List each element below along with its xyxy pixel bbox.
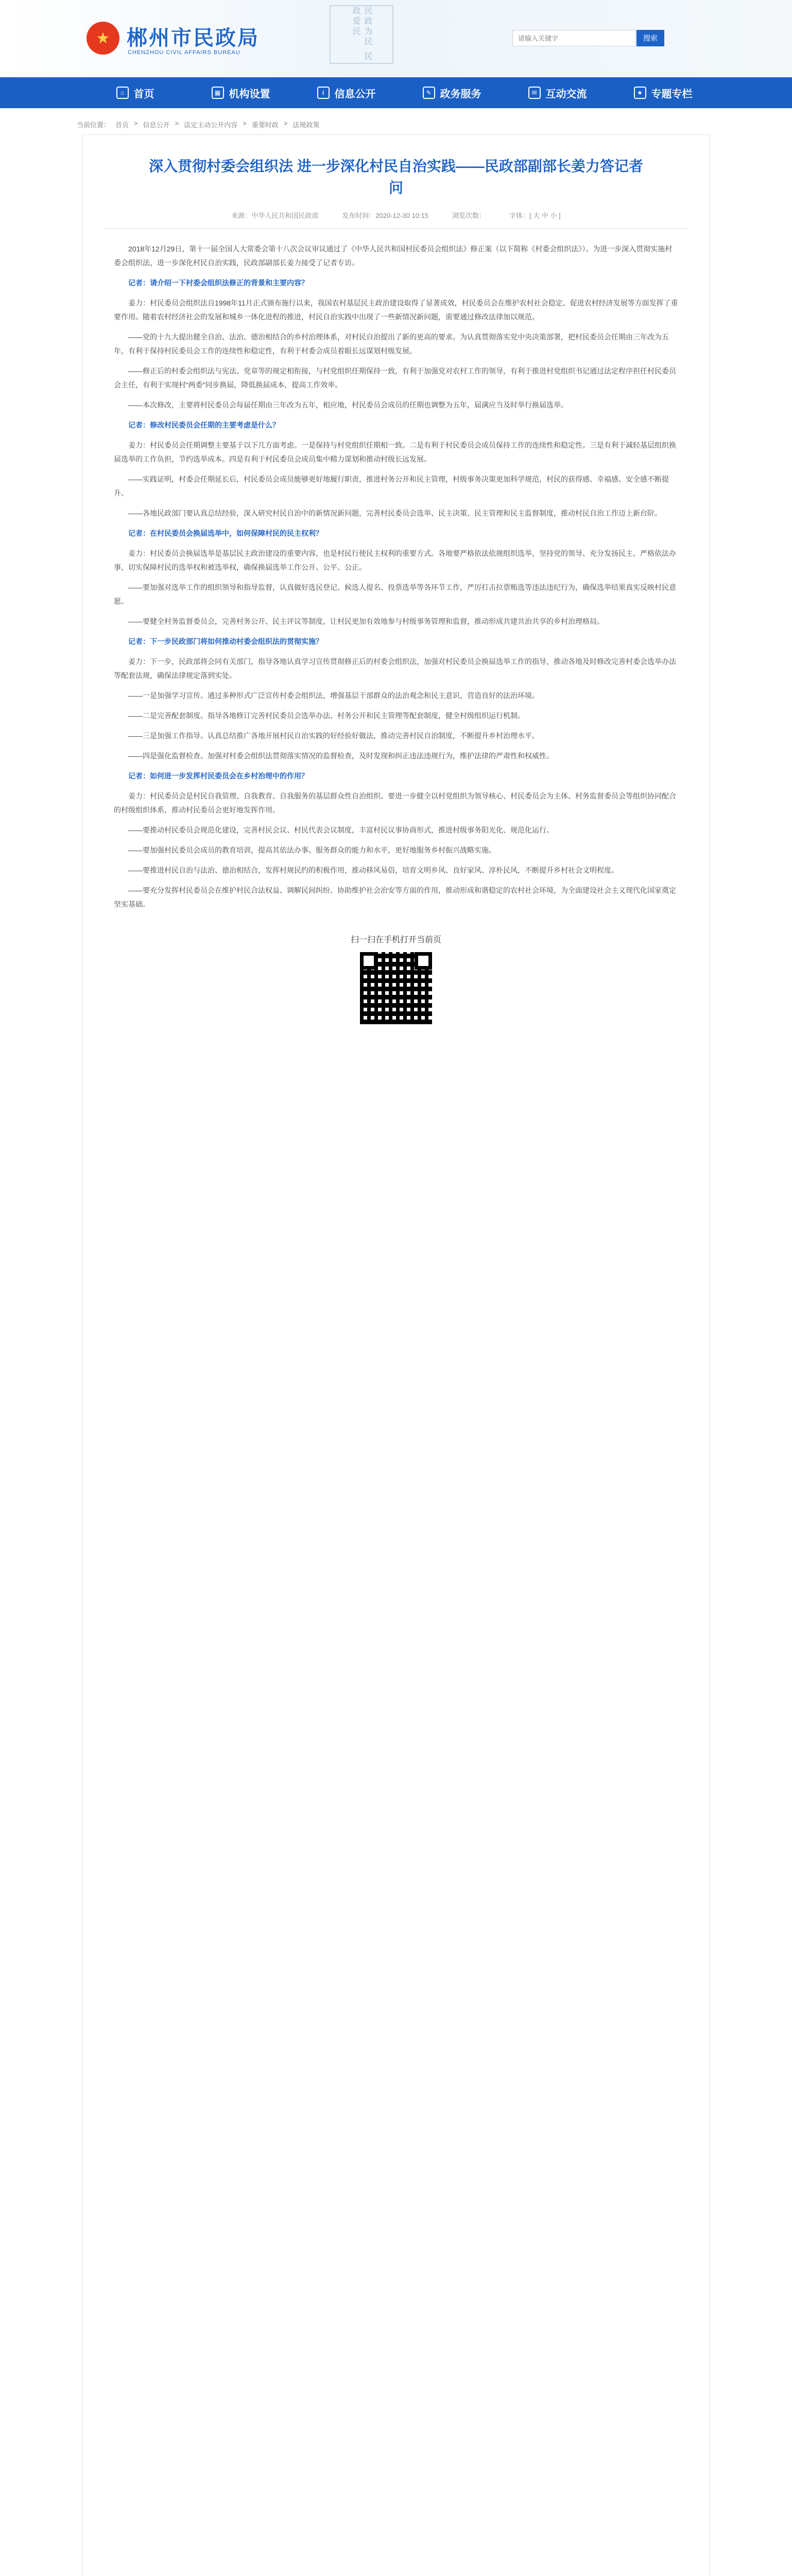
answer-paragraph: ——党的十九大提出健全自治、法治、德治相结合的乡村治理体系，对村民自治提出了新的更高的要求。为认真贯彻落实党中央决策部署，把村民委员会任期由三年改为五年，有利于保持村民委员会工作的连续性和稳定性，有利于村委会成员着眼长远谋划村级发展。 <box>114 333 669 355</box>
breadcrumb-link[interactable]: 法定主动公开内容 <box>184 121 238 129</box>
nav-label: 政务服务 <box>440 88 481 100</box>
nav-label: 机构设置 <box>229 88 270 100</box>
search-input[interactable] <box>512 30 636 46</box>
answer-paragraph: ——本次修改，主要将村民委员会每届任期由三年改为五年，相应地，村民委员会成员的任期也调整为五年，届满应当及时举行换届选举。 <box>128 401 568 409</box>
article-meta <box>104 204 688 229</box>
font-size-switcher[interactable]: 字体：[ 大 中 小 ] <box>509 212 561 219</box>
site-header <box>0 0 792 77</box>
answer-paragraph: ——四是强化监督检查。加强对村委会组织法贯彻落实情况的监督检查，及时发现和纠正违法违规行为，维护法律的严肃性和权威性。 <box>128 752 554 760</box>
nav-label: 首页 <box>133 88 154 100</box>
question-paragraph: 记者：如何进一步发挥村民委员会在乡村治理中的作用？ <box>128 772 308 780</box>
answer-paragraph: ——三是加强工作指导。认真总结推广各地开展村民自治实践的好经验好做法，推动完善村民自治制度，不断提升乡村治理水平。 <box>128 732 539 740</box>
nav-label: 信息公开 <box>334 88 376 100</box>
answer-paragraph: ——各地民政部门要认真总结经验，深入研究村民自治中的新情况新问题，完善村民委员会选举、民主决策、民主管理和民主监督制度，推动村民自治工作迈上新台阶。 <box>128 509 662 517</box>
search-button[interactable]: 搜索 <box>636 30 664 46</box>
question-paragraph: 记者：下一步民政部门将如何推动村委会组织法的贯彻实施？ <box>128 637 323 646</box>
breadcrumb-link[interactable]: 首页 <box>115 121 129 129</box>
answer-paragraph: 姜力：村民委员会是村民自我管理、自我教育、自我服务的基层群众性自治组织。要进一步健全以村党组织为领导核心、村民委员会为主体、村务监督委员会等组织协同配合的村级组织体系，推动村民委员会更好地发挥作用。 <box>114 792 676 814</box>
qr-code-icon <box>360 952 432 1024</box>
info-icon: i <box>317 87 330 99</box>
home-icon: ⌂ <box>116 87 129 99</box>
breadcrumb-link[interactable]: 信息公开 <box>143 121 170 129</box>
answer-paragraph: ——要推动村民委员会规范化建设，完善村民会议、村民代表会议制度，丰富村民议事协商形式，推进村级事务阳光化、规范化运行。 <box>128 826 554 834</box>
breadcrumb-link[interactable]: 重要时政 <box>251 121 279 129</box>
question-paragraph: 记者：在村民委员会换届选举中，如何保障村民的民主权利？ <box>128 529 323 537</box>
breadcrumb-link[interactable]: 法规政策 <box>292 121 320 129</box>
breadcrumb-prefix: 当前位置： <box>77 121 111 129</box>
answer-paragraph: ——要加强村民委员会成员的教育培训，提高其依法办事、服务群众的能力和水平，更好地服务乡村振兴战略实施。 <box>128 846 496 854</box>
answer-paragraph: 姜力：村民委员会任期调整主要基于以下几方面考虑。一是保持与村党组织任期相一致。二是有利于村民委员会成员保持工作的连续性和稳定性。三是有利于减轻基层组织换届选举的工作负担，节约选举成本。四是有利于村民委员会成员集中精力谋划和推动村级长远发展。 <box>114 441 676 463</box>
nav-label: 互动交流 <box>545 88 587 100</box>
topic-icon: ★ <box>634 87 646 99</box>
answer-paragraph: ——要推进村民自治与法治、德治相结合，发挥村规民约的积极作用，推动移风易俗，培育文明乡风、良好家风、淳朴民风，不断提升乡村社会文明程度。 <box>128 866 618 874</box>
meta-date: 发布时间：2020-12-30 10:15 <box>342 212 428 219</box>
org-icon: ▦ <box>212 87 224 99</box>
answer-paragraph: 姜力：村民委员会组织法自1998年11月正式颁布施行以来，我国农村基层民主政治建设取得了显著成效，村民委员会在维护农村社会稳定、促进农村经济发展等方面发挥了重要作用。随着农村经济社会的发展和城乡一体化进程的推进，村民自治实践中出现了一些新情况新问题，需要通过修改法律加以规范。 <box>114 299 678 321</box>
answer-paragraph: ——二是完善配套制度。指导各地修订完善村民委员会选举办法、村务公开和民主管理等配套制度，健全村级组织运行机制。 <box>128 711 525 720</box>
article-body <box>83 229 709 911</box>
answer-paragraph: ——实践证明，村委会任期延长后，村民委员会成员能够更好地履行职责，推进村务公开和民主管理，村级事务决策更加科学规范，村民的获得感、幸福感、安全感不断提升。 <box>114 475 669 497</box>
nav-item-service[interactable] <box>399 86 505 100</box>
meta-source: 来源：中华人民共和国民政部 <box>231 212 319 219</box>
site-subtitle: CHENZHOU CIVIL AFFAIRS BUREAU <box>128 49 240 56</box>
nav-item-org[interactable] <box>188 86 294 100</box>
nav-item-chat[interactable] <box>505 86 610 100</box>
main-nav <box>0 77 792 108</box>
qr-caption: 扫一扫在手机打开当前页 <box>350 936 441 944</box>
answer-paragraph: ——要充分发挥村民委员会在维护村民合法权益、调解民间纠纷、协助维护社会治安等方面的作用，推动形成和谐稳定的农村社会环境，为全面建设社会主义现代化国家奠定坚实基础。 <box>114 886 676 908</box>
question-paragraph: 记者：请介绍一下村委会组织法修正的背景和主要内容？ <box>128 279 308 287</box>
answer-paragraph: 2018年12月29日，第十一届全国人大常委会第十八次会议审议通过了《中华人民共和国村民委员会组织法》修正案（以下简称《村委会组织法》）。为进一步深入贯彻实施村委会组织法，进一步深化村民自治实践，民政部副部长姜力接受了记者专访。 <box>114 245 673 267</box>
answer-paragraph: ——修正后的村委会组织法与宪法、党章等的规定相衔接，与村党组织任期保持一致，有利于加强党对农村工作的领导，有利于推进村党组织书记通过法定程序担任村民委员会主任，有利于实现村“两委”同步换届，降低换届成本，提高工作效率。 <box>114 367 676 389</box>
chat-icon: ✉ <box>528 87 541 99</box>
answer-paragraph: ——一是加强学习宣传。通过多种形式广泛宣传村委会组织法，增强基层干部群众的法治观念和民主意识，营造良好的法治环境。 <box>128 691 539 700</box>
qr-section <box>83 918 709 1024</box>
meta-views: 浏览次数： <box>452 212 486 219</box>
nav-item-info[interactable] <box>294 86 399 100</box>
breadcrumb: 当前位置： 首页 > 信息公开 > 法定主动公开内容 > 重要时政 > 法规政策 <box>77 120 320 129</box>
article-container <box>82 134 710 2576</box>
service-icon: ✎ <box>423 87 435 99</box>
emblem-icon: ★ <box>87 22 119 55</box>
question-paragraph: 记者：修改村民委员会任期的主要考虑是什么？ <box>128 421 280 429</box>
answer-paragraph: 姜力：村民委员会换届选举是基层民主政治建设的重要内容，也是村民行使民主权利的重要方式。各地要严格依法依规组织选举，坚持党的领导、充分发扬民主、严格依法办事，切实保障村民的选举权和被选举权，确保换届选举工作公开、公平、公正。 <box>114 549 676 571</box>
nav-item-home[interactable] <box>82 86 188 100</box>
nav-label: 专题专栏 <box>651 88 693 100</box>
article-title: 深入贯彻村委会组织法 进一步深化村民自治实践——民政部副部长姜力答记者问 <box>149 158 643 196</box>
answer-paragraph: 姜力：下一步，民政部将会同有关部门，指导各地认真学习宣传贯彻修正后的村委会组织法，加强对村民委员会换届选举工作的指导，推动各地及时修改完善村委会选举办法等配套法规，确保法律规定落到实处。 <box>114 657 676 680</box>
site-name[interactable]: 郴州市民政局 <box>127 27 260 49</box>
decorative-stamp: 民政为民 民政爱民 <box>330 5 393 64</box>
nav-item-topic[interactable] <box>610 86 716 100</box>
answer-paragraph: ——要健全村务监督委员会，完善村务公开、民主评议等制度，让村民更加有效地参与村级事务管理和监督，推动形成共建共治共享的乡村治理格局。 <box>128 617 604 625</box>
answer-paragraph: ——要加强对选举工作的组织领导和指导监督，认真做好选民登记、候选人提名、投票选举等各环节工作，严厉打击拉票贿选等违法违纪行为，确保选举结果真实反映村民意愿。 <box>114 583 676 605</box>
